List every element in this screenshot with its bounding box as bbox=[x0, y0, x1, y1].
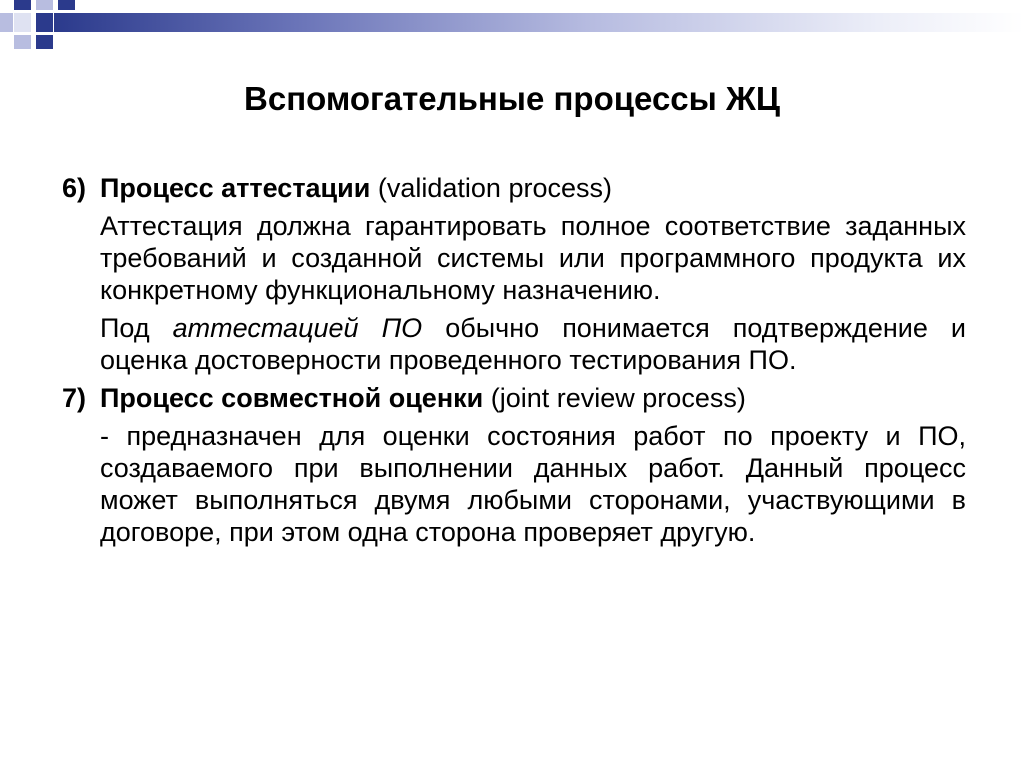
slide-title: Вспомогательные процессы ЖЦ bbox=[244, 80, 780, 117]
item-paragraph: Аттестация должна гарантировать полное соответствие заданных требований и созданной системы или программного продукта их конкретному функциональному назначению. bbox=[100, 211, 966, 305]
decor-square bbox=[14, 13, 31, 32]
item-name: Процесс совместной оценки bbox=[100, 383, 484, 413]
item-name: Процесс аттестации bbox=[100, 173, 371, 203]
para-text: обычно понимается подтверждение и оценка достоверности проведенного тестирования ПО. bbox=[100, 313, 966, 375]
decor-square bbox=[0, 13, 13, 32]
item-heading bbox=[62, 382, 966, 414]
decor-square bbox=[36, 13, 53, 32]
list-item bbox=[62, 172, 966, 376]
header-gradient-bar bbox=[54, 13, 1024, 32]
item-paragraph bbox=[100, 312, 966, 376]
decor-square bbox=[58, 0, 75, 10]
item-english-name: (validation process) bbox=[377, 173, 612, 203]
item-english-name: (joint review process) bbox=[490, 383, 746, 413]
item-heading bbox=[62, 172, 966, 204]
item-number: 6) bbox=[62, 173, 87, 203]
item-paragraph: - предназначен для оценки состояния работ по проекту и ПО, создаваемого при выполнении данных работ. Данный процесс может выполняться двумя любыми сторонами, участвующими в договоре, при этом одна сторона проверяет другую. bbox=[100, 421, 966, 547]
item-number: 7) bbox=[62, 383, 87, 413]
decor-square bbox=[14, 35, 31, 49]
para-text: Под bbox=[100, 313, 173, 343]
decor-square bbox=[36, 0, 53, 10]
decor-square bbox=[14, 0, 31, 10]
decor-square bbox=[36, 35, 53, 49]
emphasis-term: аттестацией ПО bbox=[172, 313, 423, 343]
list-item bbox=[62, 382, 966, 548]
slide-body bbox=[62, 172, 966, 554]
